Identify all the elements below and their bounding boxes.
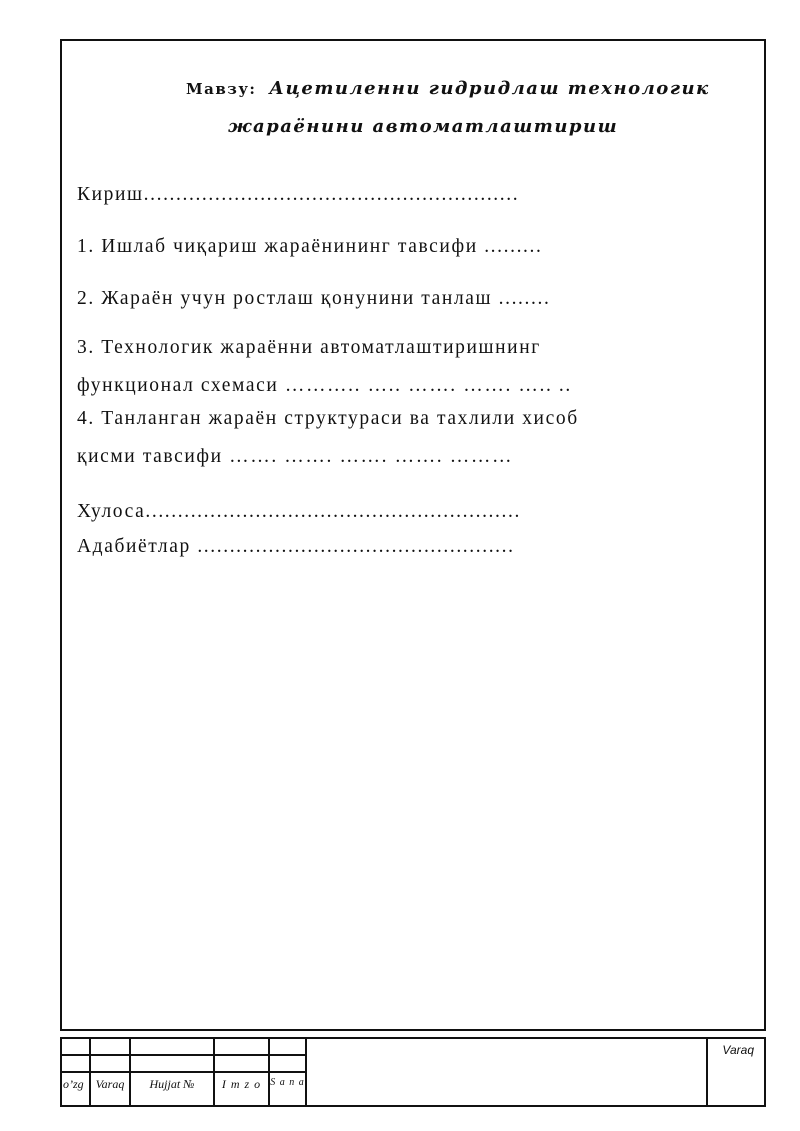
stamp-header-hujjat: Hujjat № xyxy=(149,1076,195,1091)
title-block-stamp xyxy=(60,1037,766,1107)
stamp-col-divider-5 xyxy=(305,1039,307,1105)
toc-item-1: 1. Ишлаб чиқариш жараёнининг тавсифи ......... xyxy=(77,236,543,257)
stamp-col-divider-6 xyxy=(706,1039,708,1105)
topic-title-line-1 xyxy=(186,78,710,99)
toc-item-3-line-2: функционал схемаси ……….. ….. ……. ……. ….. .. xyxy=(77,375,572,396)
toc-references: Адабиётлар ................................................. xyxy=(77,536,515,557)
toc-item-4-line-1: 4. Танланган жараён структураси ва тахлили хисоб xyxy=(77,408,579,429)
toc-conclusion: Хулоса.......................................................... xyxy=(77,501,521,522)
stamp-header-varaq: Varaq xyxy=(95,1076,125,1091)
stamp-header-ozg: o’zg xyxy=(63,1076,84,1091)
topic-title-line-2: жараёнини автоматлаштириш xyxy=(228,116,619,137)
topic-title-text: Ацетиленни гидридлаш технологик xyxy=(269,78,710,99)
stamp-sheet-label: Varaq xyxy=(722,1043,754,1057)
toc-item-4-line-2: қисми тавсифи ……. ……. ……. ……. ……… xyxy=(77,446,514,467)
stamp-header-sana: S a n a xyxy=(270,1076,305,1088)
toc-introduction: Кириш.......................................................... xyxy=(77,184,520,205)
toc-item-2: 2. Жараён учун ростлаш қонунини танлаш ........ xyxy=(77,288,551,309)
topic-label: Мавзу: xyxy=(186,80,257,98)
toc-item-3-line-1: 3. Технологик жараённи автоматлаштиришнинг xyxy=(77,337,541,358)
stamp-header-imzo: I m z o xyxy=(221,1076,262,1091)
